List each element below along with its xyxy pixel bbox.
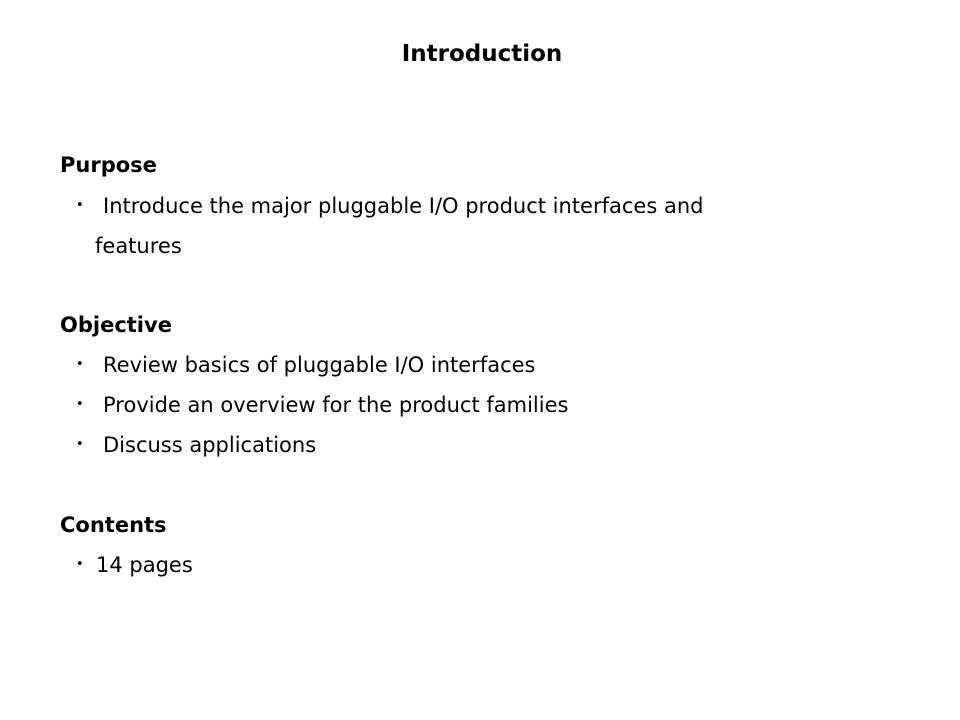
list-item-continuation: features bbox=[95, 234, 182, 258]
bullet-icon: • bbox=[76, 437, 84, 452]
bullet-icon: • bbox=[76, 397, 84, 412]
list-item-text: Review basics of pluggable I/O interfaces bbox=[103, 353, 536, 377]
bullet-icon: • bbox=[76, 357, 84, 372]
slide-title: Introduction bbox=[401, 41, 563, 67]
section-heading-contents: Contents bbox=[60, 513, 167, 537]
section-heading-objective: Objective bbox=[60, 313, 172, 337]
list-item-text: Introduce the major pluggable I/O product interfaces and bbox=[103, 194, 704, 218]
section-heading-purpose: Purpose bbox=[60, 153, 157, 177]
list-item-text: Discuss applications bbox=[103, 433, 317, 457]
list-item-text: 14 pages bbox=[96, 553, 193, 577]
bullet-icon: • bbox=[76, 557, 84, 572]
list-item-text: Provide an overview for the product families bbox=[103, 393, 569, 417]
bullet-icon: • bbox=[76, 198, 84, 213]
